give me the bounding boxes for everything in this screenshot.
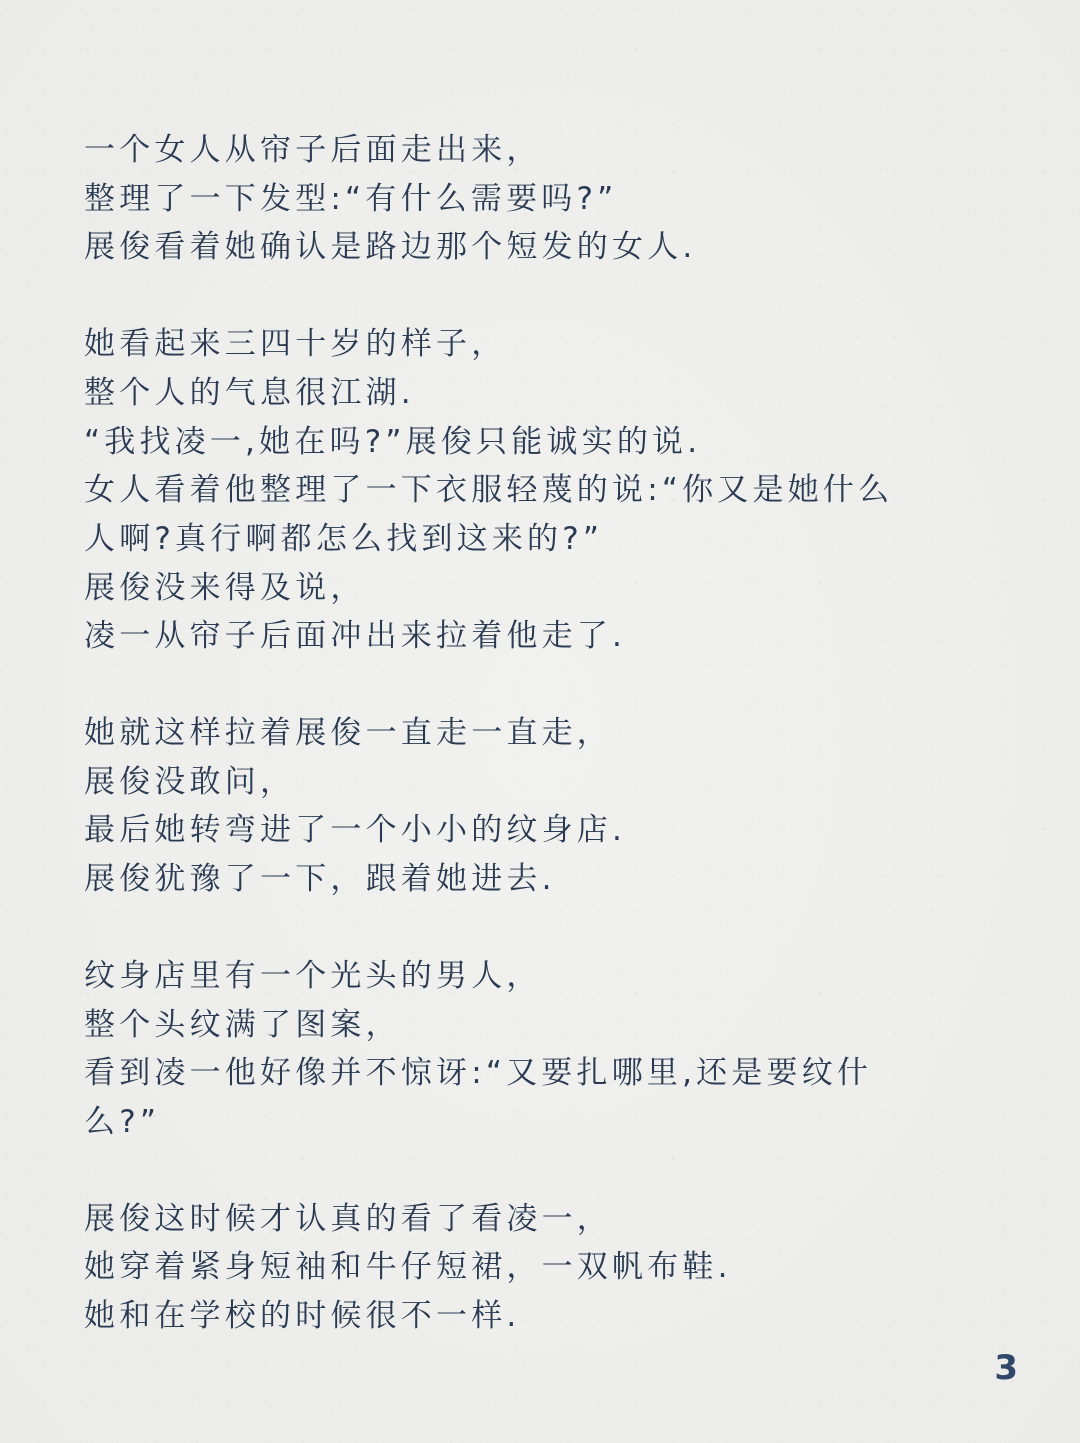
text-line: 看到凌一他好像并不惊讶:“又要扎哪里,还是要纹什 bbox=[84, 1055, 873, 1092]
page-number: 3 bbox=[994, 1348, 1018, 1388]
text-line: 展俊犹豫了一下，跟着她进去. bbox=[84, 861, 556, 898]
text-line: 人啊?真行啊都怎么找到这来的?” bbox=[84, 520, 604, 557]
text-line: 展俊没敢问， bbox=[84, 763, 296, 800]
text-line: 凌一从帘子后面冲出来拉着他走了. bbox=[84, 618, 627, 655]
text-line: 整个人的气息很江湖. bbox=[84, 374, 415, 411]
paragraph-4 bbox=[84, 952, 1004, 1147]
text-line: 女人看着他整理了一下衣服轻蔑的说:“你又是她什么 bbox=[84, 472, 894, 509]
text-line: 一个女人从帘子后面走出来， bbox=[84, 132, 542, 168]
text-line: 么?” bbox=[84, 1103, 161, 1140]
text-line: 她穿着紧身短袖和牛仔短裙，一双帆布鞋. bbox=[84, 1249, 732, 1286]
text-line: 她就这样拉着展俊一直走一直走， bbox=[84, 715, 612, 752]
text-line: 她和在学校的时候很不一样. bbox=[84, 1298, 521, 1335]
paragraph-5 bbox=[84, 1195, 1004, 1341]
paragraph-3 bbox=[84, 709, 1004, 904]
story-text bbox=[84, 126, 1004, 1341]
text-line: “我找凌一,她在吗?”展俊只能诚实的说. bbox=[84, 423, 702, 460]
text-line: 整个头纹满了图案， bbox=[84, 1006, 401, 1043]
text-line: 展俊没来得及说， bbox=[84, 569, 366, 606]
text-line: 纹身店里有一个光头的男人， bbox=[84, 957, 542, 994]
paragraph-1 bbox=[84, 126, 1004, 272]
text-line: 展俊看着她确认是路边那个短发的女人. bbox=[84, 229, 697, 266]
text-line: 最后她转弯进了一个小小的纹身店. bbox=[84, 812, 627, 849]
text-line: 展俊这时候才认真的看了看凌一， bbox=[84, 1200, 612, 1237]
text-line: 整理了一下发型:“有什么需要吗?” bbox=[84, 180, 618, 217]
paragraph-2 bbox=[84, 320, 1004, 661]
text-line: 她看起来三四十岁的样子， bbox=[84, 326, 507, 363]
